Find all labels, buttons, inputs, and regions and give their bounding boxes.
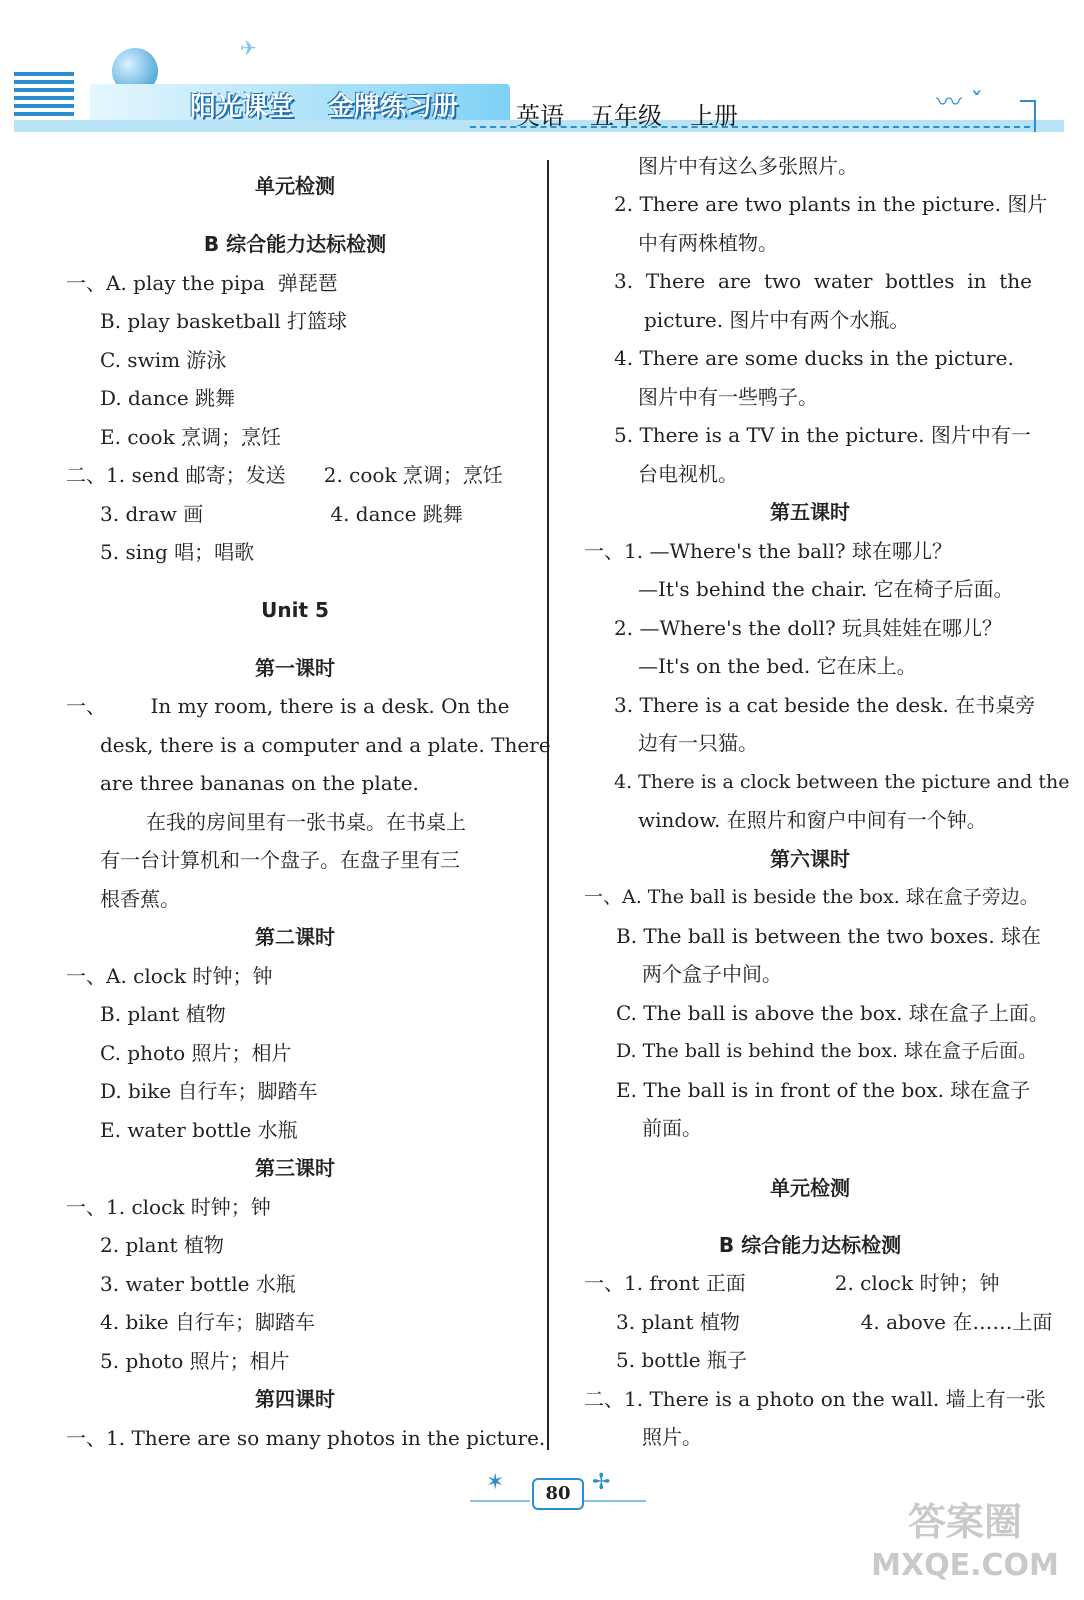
answer-line: 4. There is a clock between the picture and the <box>614 771 1070 793</box>
answer-line: are three bananas on the plate. <box>100 771 419 795</box>
answer-line: 有一台计算机和一个盘子。在盘子里有三 <box>100 848 460 872</box>
answer-line: 一、 In my room, there is a desk. On the <box>66 694 510 718</box>
answer-line: 5. photo 照片；相片 <box>100 1349 290 1373</box>
answer-line: D. bike 自行车；脚踏车 <box>100 1079 318 1103</box>
answer-line: 3. plant 植物 4. above 在……上面 <box>616 1310 1053 1334</box>
answer-line: 4. There are some ducks in the picture. <box>614 346 1014 370</box>
answer-line: 一、1. —Where's the ball? 球在哪儿？ <box>584 539 952 563</box>
subject-label: 英语 <box>516 102 564 130</box>
answer-line: desk, there is a computer and a plate. There <box>100 733 551 757</box>
answer-line: 5. There is a TV in the picture. 图片中有一 <box>614 423 1031 447</box>
answer-line: 3. There are two water bottles in the <box>614 269 1032 293</box>
column-divider <box>547 160 549 1450</box>
star-icon: ✶ <box>486 1470 505 1495</box>
grade-label: 五年级 <box>590 102 662 130</box>
answer-line: 一、1. There are so many photos in the picture. <box>66 1426 546 1450</box>
answer-line: 前面。 <box>642 1116 702 1140</box>
answer-line: 2. —Where's the doll? 玩具娃娃在哪儿？ <box>614 616 1003 640</box>
answer-line: 边有一只猫。 <box>638 731 758 755</box>
header-corner-line <box>1020 100 1036 132</box>
watermark-line1: 答案圈 <box>907 1500 1022 1544</box>
page-header <box>0 0 1084 150</box>
page-number: 80 <box>532 1478 584 1510</box>
answer-line: E. water bottle 水瓶 <box>100 1118 298 1142</box>
brand-title-part2: 金牌练习册 <box>328 92 459 122</box>
answer-line: —It's on the bed. 它在床上。 <box>638 654 917 678</box>
answer-line: —It's behind the chair. 它在椅子后面。 <box>638 577 1014 601</box>
answer-line: 二、1. There is a photo on the wall. 墙上有一张 <box>584 1387 1046 1411</box>
answer-line: E. cook 烹调；烹饪 <box>100 425 282 449</box>
answer-line: 中有两株植物。 <box>638 231 778 255</box>
answer-line: 5. bottle 瓶子 <box>616 1348 747 1372</box>
watermark <box>860 1500 1070 1588</box>
answer-line: 3. water bottle 水瓶 <box>100 1272 296 1296</box>
answer-line: 2. There are two plants in the picture. 图片 <box>614 192 1048 216</box>
answer-line: B. play basketball 打篮球 <box>100 309 348 333</box>
answer-line: D. The ball is behind the box. 球在盒子后面。 <box>616 1040 1038 1062</box>
answer-line: 一、A. clock 时钟；钟 <box>66 964 273 988</box>
answer-line: D. dance 跳舞 <box>100 386 236 410</box>
answer-line: 2. plant 植物 <box>100 1233 224 1257</box>
pinwheel-icon: ✢ <box>592 1470 611 1495</box>
answer-line: 在我的房间里有一张书桌。在书桌上 <box>146 810 466 834</box>
answer-line: E. The ball is in front of the box. 球在盒子 <box>616 1078 1031 1102</box>
answer-line: 两个盒子中间。 <box>642 962 782 986</box>
answer-line: 图片中有一些鸭子。 <box>638 385 818 409</box>
answer-line: 根香蕉。 <box>100 887 180 911</box>
section-heading: 单元检测 <box>770 1176 850 1200</box>
answer-line: C. photo 照片；相片 <box>100 1041 292 1065</box>
answer-line: 3. draw 画 4. dance 跳舞 <box>100 502 463 526</box>
paper-plane-icon: ✈ <box>240 36 257 60</box>
lesson-heading: 第五课时 <box>770 500 850 524</box>
answer-line: 照片。 <box>642 1425 702 1449</box>
answer-line: picture. 图片中有两个水瓶。 <box>644 308 910 332</box>
unit-heading: Unit 5 <box>261 598 329 622</box>
lesson-heading: 第一课时 <box>255 656 335 680</box>
section-heading: B 综合能力达标检测 <box>203 232 387 256</box>
section-heading: B 综合能力达标检测 <box>718 1233 902 1257</box>
answer-line: B. plant 植物 <box>100 1002 226 1026</box>
answer-line: 一、A. The ball is beside the box. 球在盒子旁边。 <box>584 886 1039 908</box>
answer-line: window. 在照片和窗户中间有一个钟。 <box>638 808 987 832</box>
answer-line: 一、1. front 正面 2. clock 时钟；钟 <box>584 1271 1000 1295</box>
header-dashed-line <box>470 126 1030 128</box>
lesson-heading: 第二课时 <box>255 925 335 949</box>
section-heading: 单元检测 <box>255 174 335 198</box>
answer-line: 5. sing 唱；唱歌 <box>100 540 255 564</box>
footer-line-right <box>582 1500 646 1502</box>
answer-line: 台电视机。 <box>638 462 738 486</box>
lesson-heading: 第三课时 <box>255 1156 335 1180</box>
answer-line: 3. There is a cat beside the desk. 在书桌旁 <box>614 693 1036 717</box>
lesson-heading: 第六课时 <box>770 847 850 871</box>
lesson-heading: 第四课时 <box>255 1387 335 1411</box>
answer-line: 一、1. clock 时钟；钟 <box>66 1195 271 1219</box>
footer-line-left <box>470 1500 530 1502</box>
answer-line: 4. bike 自行车；脚踏车 <box>100 1310 315 1334</box>
answer-line: C. swim 游泳 <box>100 348 227 372</box>
answer-line: 二、1. send 邮寄；发送 2. cook 烹调；烹饪 <box>66 463 503 487</box>
brand-title-part1: 阳光课堂 <box>190 92 295 122</box>
volume-label: 上册 <box>690 102 738 130</box>
birds-icon: 〰 ˇ <box>936 88 984 118</box>
answer-line: B. The ball is between the two boxes. 球在 <box>616 924 1042 948</box>
answer-line: 一、A. play the pipa 弹琵琶 <box>66 271 338 295</box>
answer-line: C. The ball is above the box. 球在盒子上面。 <box>616 1001 1049 1025</box>
answer-line: 图片中有这么多张照片。 <box>638 154 858 178</box>
watermark-line2: MXQE.COM <box>871 1548 1059 1583</box>
